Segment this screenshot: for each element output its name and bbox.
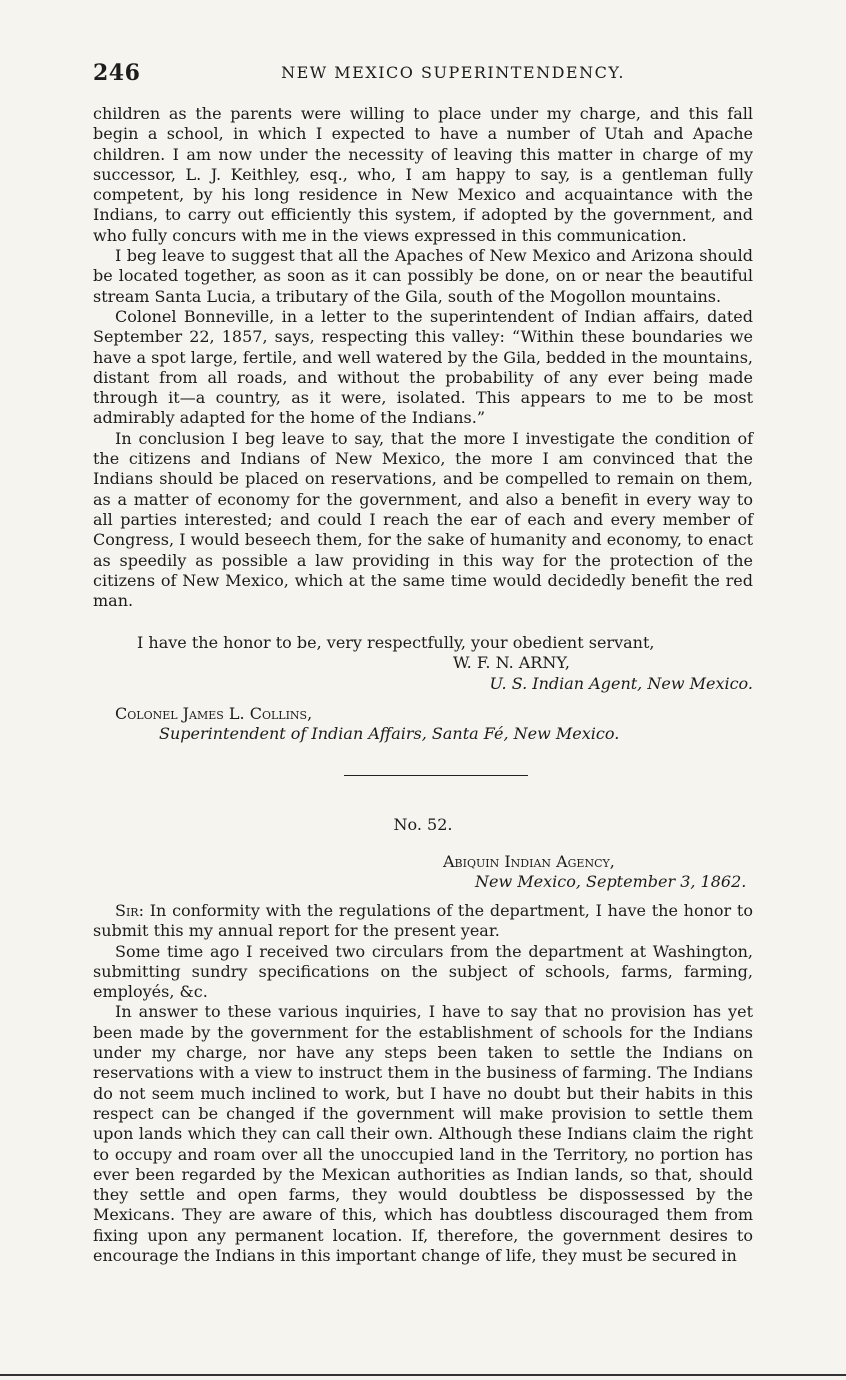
section-number: No. 52. — [393, 815, 453, 834]
paragraph: In answer to these various inquiries, I have to say that no provision has yet been made by the government for the establishment of schools for the Indians under my charge, nor have any steps been taken to settle the Indians on reservations with a view to instruct them in the business of farming. The Indians do not seem much inclined to work, but I have no doubt but their habits in this respect can be changed if the government will make provision to settle them upon lands which they can call their own. Although these Indians claim the right to occupy and roam over all the unoccupied land in the Territory, no portion has ever been regarded by the Mexican authorities as Indian lands, so that, should they settle and open farms, they would doubtless be dispossessed by the Mexicans. They are aware of this, which has doubtless discouraged them from fixing upon any permanent location. If, therefore, the government desires to encourage the Indians in this important change of life, they must be secured in — [93, 1002, 753, 1266]
paragraph: children as the parents were willing to place under my charge, and this fall begin a school, in which I expected to have a number of Utah and Apache children. I am now under the necessity of leaving this matter in charge of my successor, L. J. Keithley, esq., who, I am happy to say, is a gentleman fully competent, by his long residence in New Mexico and acquaintance with the Indians, to carry out efficiently this system, if adopted by the government, and who fully concurs with me in the views expressed in this communication. — [93, 104, 753, 245]
page-number: 246 — [93, 60, 141, 86]
signer-name: W. F. N. ARNY, — [453, 653, 570, 673]
agency-heading — [93, 852, 753, 893]
addressee-name: Colonel James L. Collins, — [115, 703, 313, 723]
running-head: NEW MEXICO SUPERINTENDENCY. — [281, 63, 625, 82]
paragraph-sir — [93, 901, 753, 942]
scan-edge — [0, 1374, 846, 1376]
body-text-top — [93, 104, 753, 611]
sir-text: In conformity with the regulations of the department, I have the honor to submit this my annual report for the present year. — [93, 901, 753, 941]
addressee-title: Superintendent of Indian Affairs, Santa Fé, New Mexico. — [159, 724, 620, 744]
agency-name: Abiquin Indian Agency, — [443, 852, 615, 871]
paragraph: Some time ago I received two circulars from the department at Washington, submitting sundry specifications on the subject of schools, farms, farming, employés, &c. — [93, 941, 753, 1002]
section-divider — [344, 775, 528, 776]
paragraph: I beg leave to suggest that all the Apaches of New Mexico and Arizona should be located together, as soon as it can possibly be done, on or near the beautiful stream Santa Lucia, a tributary of the Gila, south of the Mogollon mountains. — [93, 246, 753, 306]
paragraph: Colonel Bonneville, in a letter to the superintendent of Indian affairs, dated September 22, 1857, says, respecting this valley: “Within these boundaries we have a spot large, fertile, and well watered by the Gila, bedded in the mountains, distant from all roads, and without the probability of any ever being made through it—a country, as it were, isolated. This appears to me to be most admirably adapted for the home of the Indians.” — [93, 306, 753, 428]
closing-block — [93, 633, 753, 744]
page-header — [93, 60, 753, 90]
signer-title: U. S. Indian Agent, New Mexico. — [489, 673, 753, 693]
dateline: New Mexico, September 3, 1862. — [475, 872, 747, 892]
salutation: I have the honor to be, very respectfully, your obedient servant, — [137, 633, 655, 652]
paragraph: In conclusion I beg leave to say, that the more I investigate the condition of the citizens and Indians of New Mexico, the more I am convinced that the Indians should be placed on reservations, and be compelled to remain on them, as a matter of economy for the government, and also a benefit in every way to all parties interested; and could I reach the ear of each and every member of Congress, I would beseech them, for the sake of humanity and economy, to enact as speedily as possible a law providing in this way for the protection of the citizens of New Mexico, which at the same time would decidedly benefit the red man. — [93, 428, 753, 611]
sir-label: Sir: — [115, 901, 144, 920]
body-text-bottom — [93, 901, 753, 1266]
